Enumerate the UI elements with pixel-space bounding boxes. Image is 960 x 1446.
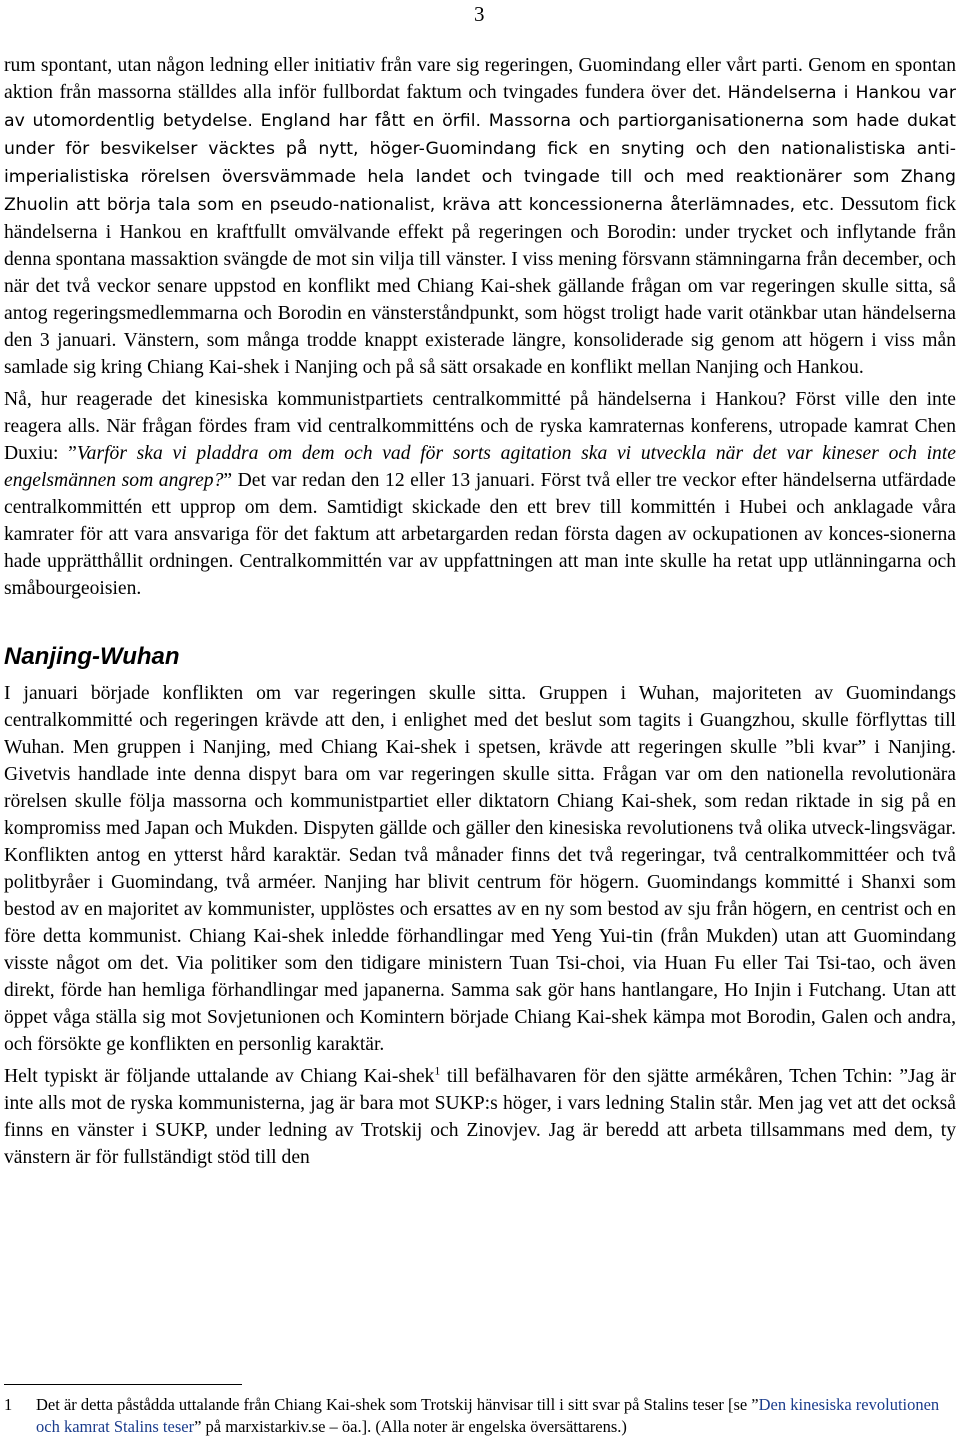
footnote-divider (4, 1384, 242, 1385)
footnote (4, 1394, 956, 1438)
footnote-reference[interactable]: 1 (434, 1063, 441, 1078)
paragraph-1-serif-text-2: Dessutom fick händelserna i Hankou en kraftfullt omvälvande effekt på regeringen och Borodin: under trycket och inflytande från denna spontana massaktion svängde de mot sin vilja till vänster. I viss mening försvann stämningarna från december, och när det två veckor senare uppstod en konflikt med Chiang Kai-shek gällande frågan om var regeringen skulle sitta, så antog regeringsmedlemmarna och Borodin en vänsterståndpunkt, som högst troligt hade varit otänkbar utan händelserna den 3 januari. Vänstern, som många trodde knappt existerade längre, konsoliderade sig genom att högern i viss mån samlade sig kring Chiang Kai-shek i Nanjing och på så sätt orsakade en konflikt mellan Nanjing och Hankou. (4, 194, 956, 378)
paragraph-4-before-sup: Helt typiskt är följande uttalande av Chiang Kai-shek (4, 1066, 435, 1087)
footnote-link[interactable]: Den kinesiska revolutionen och kamrat Stalins teser (36, 1395, 940, 1436)
paragraph-2-after-quote: ” Det var redan den 12 eller 13 januari. Först två eller tre veckor efter händelserna utfärdade centralkommittén ett upprop om dem. Samtidigt skickade den ett brev till kommittén i Hubei och anklagade våra kamrater för att vara ansvariga för det faktum att arbetargarden redan första dagen av ockupationen av konces-sionerna hade upprätthållit ordningen. Centralkommittén var av uppfattningen att man inte skulle ha retat upp utlänningarna och småbourgeoisien. (4, 470, 956, 599)
footnote-text-before: Det är detta påstådda uttalande från Chiang Kai-shek som Trotskij hänvisar till i sitt svar på Stalins teser [se ” (36, 1395, 759, 1414)
paragraph-hankou-events (4, 52, 956, 381)
paragraph-nanjing-wuhan: I januari började konflikten om var regeringen skulle sitta. Gruppen i Wuhan, majoriteten av Guomindangs centralkommitté och regeringen krävde att den, i enlighet med det beslut som tagits i Guangzhou, skulle förflyttas till Wuhan. Men gruppen i Nanjing, med Chiang Kai-shek i spetsen, krävde att regeringen skulle ”bli kvar” i Nanjing. Givetvis handlade inte denna dispyt bara om var regeringen skulle sitta. Frågan var om den nationella revolutionära rörelsen skulle följa massorna och kommunistpartiet eller diktatorn Chiang Kai-shek, som redan riktade in sig på en kompromiss med Japan och Mukden. Dispyten gällde och gäller den kinesiska revolutionens två olika utveck-lingsvägar. Konflikten antog en ytterst hård karaktär. Sedan två månader finns det två regeringar, två centralkommittéer och två politbyråer i Guomindang, två arméer. Nanjing har blivit centrum för högern. Guomindangs kommitté i Shanxi som bestod av en majoritet av kommunister, upplöstes och ersattes av en ny som bestod av sju från högern, en centrist och en före detta kommunist. Chiang Kai-shek inledde förhandlingar med Yeng Yui-tin (från Mukden) utan att Guomindang visste något om det. Via politiker som den tidigare ministern Tuan Tsi-choi, via Huan Fu eller Tai Tsi-tao, och även direkt, förde han hemliga förhandlingar med japanerna. Samma sak gör hans hantlangare, Ho Injin i Futchang. Utan att öppet våga ställa sig mot Sovjetunionen och Komintern började Chiang Kai-shek kämpa mot Borodin, Galen och andra, och försökte ge konflikten en personlig karaktär. (4, 683, 956, 1055)
paragraph-chiang-statement (4, 1063, 956, 1171)
page-number: 3 (474, 2, 485, 26)
footnote-text-after: ” på marxistarkiv.se – öa.]. (Alla noter är engelska översättarens.) (194, 1417, 627, 1436)
paragraph-1-serif-text: rum spontant, utan någon ledning eller initiativ från vare sig regeringen, Guomindang eller vårt parti. Genom en spontan aktion från massorna ställdes alla inför fullbordat faktum och tvingades fundera över det. (4, 55, 956, 103)
paragraph-4-after-sup: till befälhavaren för den sjätte armékåren, Tchen Tchin: ”Jag är inte alls mot de ryska kommunisterna, jag är bara mot SUKP:s höger, i vars ledning Stalin står. Men jag vet att det också finns en vänster i SUKP, under ledning av Trotskij och Zinovjev. Jag är beredd att arbeta tillsammans med dem, ty vänstern är för fullständigt stöd till den (4, 1066, 956, 1168)
page-body (4, 52, 956, 1171)
paragraph-1-sans-text: Händelserna i Hankou var av utomordentlig betydelse. England har fått en örfil. Massorna och partiorganisationerna som hade dukat under för besvikelser väcktes på nytt, höger-Guomindang fick en snyting och den nationalistiska anti-imperialistiska rörelsen översvämmade hela landet och tvingade till och med reaktionärer som Zhang Zhuolin att börja tala som en pseudo-nationalist, kräva att koncessionerna återlämnades, etc. (4, 83, 957, 215)
paragraph-2-before-quote: Nå, hur reagerade det kinesiska kommunistpartiets centralkommitté på händelserna i Hankou? Först ville den inte reagera alls. När frågan fördes fram vid centralkommitténs och de ryska kamraternas konferens, utropade kamrat Chen Duxiu: ” (4, 389, 956, 464)
footnote-number: 1 (4, 1395, 13, 1414)
footnote-text (36, 1394, 956, 1438)
section-heading: Nanjing-Wuhan (4, 643, 180, 670)
chen-duxiu-quote: Varför ska vi pladdra om dem och vad för sorts agitation ska vi utveckla när det var kineser och inte engelsmännen som angrep? (4, 443, 956, 491)
paragraph-central-committee (4, 386, 956, 602)
